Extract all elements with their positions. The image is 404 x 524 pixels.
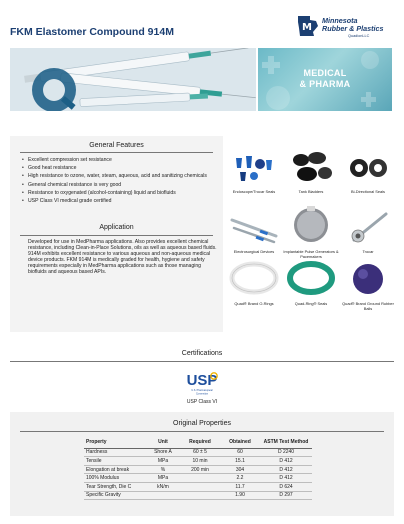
general-features-heading: General Features xyxy=(89,142,144,149)
application-heading: Application xyxy=(99,224,134,231)
table-cell: kN/m xyxy=(146,482,180,491)
table-cell: 2.2 xyxy=(220,474,260,483)
table-header-row xyxy=(84,438,312,448)
logo-line-3: QuadionLLC xyxy=(348,34,370,38)
product-caption: Quad-Ring® Seals xyxy=(294,301,328,306)
column-header: Obtained xyxy=(229,439,251,445)
features-list xyxy=(28,157,220,206)
feature-item: • Excellent compression set resistance xyxy=(28,157,220,163)
divider xyxy=(20,152,213,153)
product-caption: Bi-Directional Seals xyxy=(351,189,385,194)
features-panel xyxy=(10,136,223,332)
table-cell xyxy=(180,482,220,491)
table-row xyxy=(84,465,312,474)
table-cell: Hardness xyxy=(84,448,146,457)
table-cell xyxy=(180,474,220,483)
product-caption: Electrosurgical Devices xyxy=(233,249,275,254)
table-cell: MPa xyxy=(146,474,180,483)
table-cell: MPa xyxy=(146,457,180,466)
table-cell: Specific Gravity xyxy=(84,491,146,500)
table-row xyxy=(84,482,312,491)
table-cell: 60 xyxy=(220,448,260,457)
original-properties-panel xyxy=(10,412,394,516)
application-paragraph-2: 914M exhibits excellent resistance to various aqueous and non-aqueous medical device products. FKM 914M is medically graded for health, hygiene and safety requirements especially in MedPharma applications such as those managing biofluids and aqueous based APIs. xyxy=(28,251,211,276)
original-properties-heading: Original Properties xyxy=(173,420,231,427)
electrosurgical-icon xyxy=(226,206,282,248)
usp-logo-text: USP xyxy=(186,372,218,389)
table-cell: 100% Modulus xyxy=(84,474,146,483)
product-caption: Tank Bladders xyxy=(298,189,324,194)
table-cell: D 624 xyxy=(260,482,312,491)
usp-caption: USP Class VI xyxy=(186,399,218,405)
table-cell: % xyxy=(146,465,180,474)
column-header: Required xyxy=(189,439,211,445)
banner-line-1: MEDICAL xyxy=(303,68,347,78)
logo-line-2: Rubber & Plastics xyxy=(322,24,384,33)
table-row xyxy=(84,457,312,466)
rubber-ball-icon xyxy=(340,258,396,300)
bidirectional-seal-icon xyxy=(340,146,396,188)
table-cell: D 2240 xyxy=(260,448,312,457)
product-caption: Implantable Pulse Generators & Pacemakers xyxy=(283,249,339,259)
table-cell: 304 xyxy=(220,465,260,474)
svg-text:Convention: Convention xyxy=(195,392,209,396)
table-cell: 10 min xyxy=(180,457,220,466)
product-grid xyxy=(226,136,396,332)
table-row xyxy=(84,474,312,483)
table-cell: Tensile xyxy=(84,457,146,466)
product-caption: Quad® Brand O-Rings xyxy=(234,301,274,306)
divider xyxy=(20,235,213,236)
table-cell: D 412 xyxy=(260,465,312,474)
svg-text:U.S. Pharmacopeial: U.S. Pharmacopeial xyxy=(191,389,213,392)
table-row xyxy=(84,491,312,500)
syringes-illustration xyxy=(10,48,256,111)
table-cell: 11.7 xyxy=(220,482,260,491)
table-cell: D 297 xyxy=(260,491,312,500)
usp-logo-icon xyxy=(183,368,221,398)
feature-item: • High resistance to ozone, water, steam, aqueous, acid and sanitizing chemicals xyxy=(28,173,220,179)
column-header: ASTM Test Method xyxy=(263,439,309,445)
banner-line-2: & PHARMA xyxy=(299,79,351,89)
column-header: Property xyxy=(86,439,107,445)
table-cell: 15.1 xyxy=(220,457,260,466)
table-cell: Elongation at break xyxy=(84,465,146,474)
properties-table xyxy=(84,438,312,500)
product-caption: Endoscope/Trocar Seals xyxy=(232,189,276,194)
table-cell: D 412 xyxy=(260,474,312,483)
tank-bladder-icon xyxy=(283,146,339,188)
feature-item: • General chemical resistance is very good xyxy=(28,182,220,188)
company-logo xyxy=(296,14,400,44)
application-text xyxy=(28,239,218,276)
trocar-icon xyxy=(340,206,396,248)
svg-text:M: M xyxy=(302,22,312,33)
table-cell: Tear Strength, Die C xyxy=(84,482,146,491)
table-cell: D 412 xyxy=(260,457,312,466)
logo-line-1: Minnesota xyxy=(322,16,358,25)
table-cell xyxy=(146,491,180,500)
product-caption: Trocar xyxy=(362,249,374,254)
table-cell: 60 ± 5 xyxy=(180,448,220,457)
pacemaker-icon xyxy=(283,200,339,248)
column-header: Unit xyxy=(158,439,168,445)
feature-item: • Good heat resistance xyxy=(28,165,220,171)
product-caption: Quad® Brand Ground Rubber Balls xyxy=(342,301,394,311)
divider xyxy=(20,431,384,432)
table-cell xyxy=(180,491,220,500)
table-cell: Shore A xyxy=(146,448,180,457)
page-title: FKM Elastomer Compound 914M xyxy=(10,26,174,38)
minnesota-state-logo-icon xyxy=(296,14,320,38)
o-ring-icon xyxy=(226,258,282,300)
divider xyxy=(10,361,394,362)
certifications-heading: Certifications xyxy=(181,350,223,357)
feature-item: • USP Class VI medical grade certified xyxy=(28,198,220,204)
blue-seals-icon xyxy=(226,146,282,188)
medical-pharma-banner xyxy=(258,48,392,111)
table-cell: 200 min xyxy=(180,465,220,474)
quad-ring-icon xyxy=(283,258,339,300)
table-cell: 1.90 xyxy=(220,491,260,500)
feature-item: • Resistance to oxygenated (alcohol-containing) liquid and biofluids xyxy=(28,190,220,196)
syringes-photo xyxy=(10,48,256,111)
table-row xyxy=(84,448,312,457)
application-paragraph-1: Developed for use in MedPharma applications. Also provides excellent chemical resistance, including Clean-in-Place Solutions, oils as well as aqueous based fluids. xyxy=(28,239,217,252)
